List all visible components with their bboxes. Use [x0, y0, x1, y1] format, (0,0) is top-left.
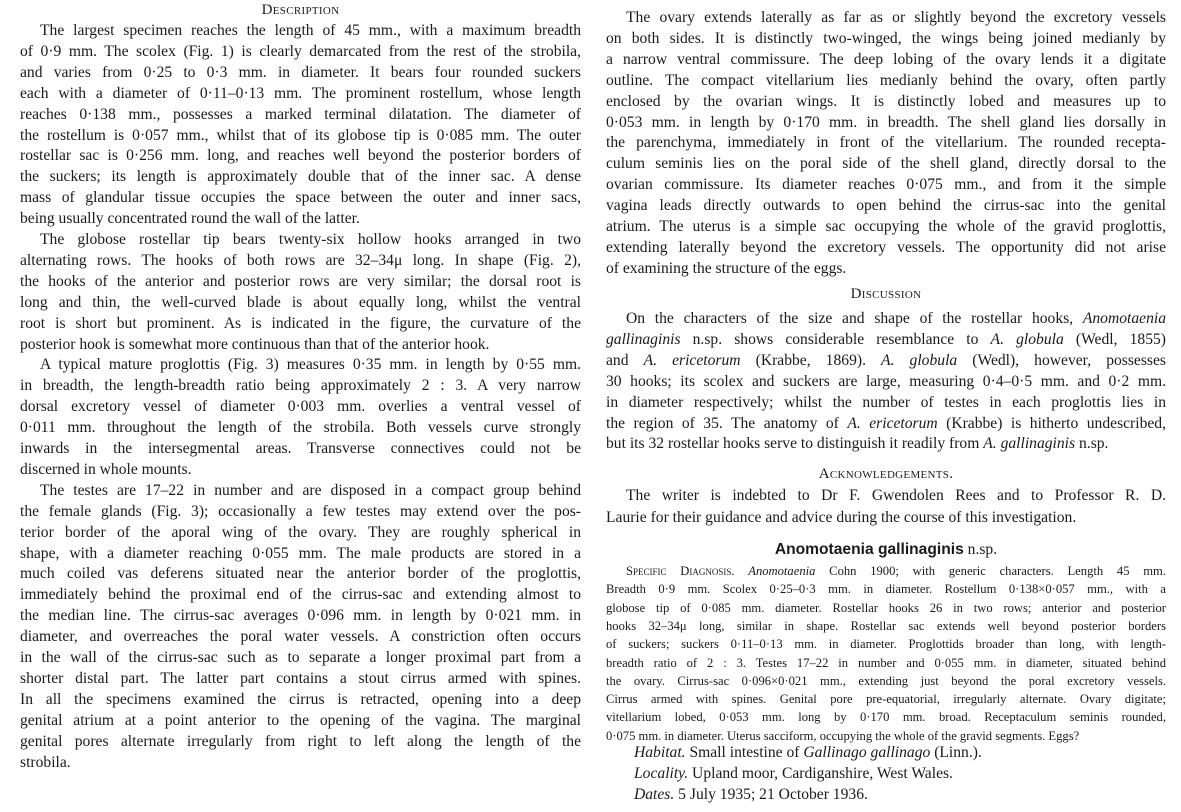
text-line — [606, 414, 1166, 434]
text-line: the median line. The cirrus-sac averages 0·096 mm. in length by 0·021 mm. in — [20, 607, 581, 625]
habitat-text: Small intestine of — [685, 744, 804, 761]
species-name-italic: A. gallinaginis — [983, 435, 1076, 453]
text-line — [606, 393, 1166, 413]
text-line — [606, 434, 1166, 454]
text-line: mass of glandular tissue occupies the space between the outer and inner sacs, — [20, 189, 581, 207]
species-name-italic: A. globula — [881, 351, 958, 369]
text-segment: and — [606, 351, 644, 369]
diagnosis-line: Cirrus armed with spines. Genital pore pre-equatorial, irregularly alternate. Ovary digitate; — [606, 692, 1166, 707]
text-line: immediately behind the proximal end of the cirrus-sac and extending almost to — [20, 586, 581, 604]
text-line: long and thin, the well-curved blade is about equally long, whilst the ventral — [20, 293, 581, 311]
text-segment: but its 32 rostellar hooks serve to distinguish it readily from — [606, 435, 984, 453]
text-line: enclosed by the ovarian wings. It is distinctly lobed and measures up to — [606, 92, 1166, 110]
locality-label: Locality. — [634, 765, 689, 782]
text-line: In all the specimens examined the cirrus is retracted, opening into a deep — [20, 690, 581, 708]
species-name-italic: gallinaginis — [606, 330, 681, 348]
text-line: The largest specimen reaches the length of 45 mm., with a maximum breadth — [40, 22, 581, 39]
text-line — [606, 351, 1166, 371]
dates-line — [634, 784, 868, 805]
text-line: the parenchyma, immediately in front of the vitellarium. The rounded recepta- — [606, 134, 1166, 152]
text-line: of examining the structure of the eggs. — [606, 259, 847, 277]
habitat-authority: (Linn.). — [930, 744, 982, 761]
text-line: ovarian commissure. Its diameter reaches 0·075 mm., and from it the simple — [606, 176, 1166, 194]
locality-line — [634, 763, 953, 784]
text-line: genital atrium at a point anterior to the opening of the vagina. The marginal — [20, 711, 581, 729]
text-line: culum seminis lies on the poral side of the shell gland, directly dorsal to the — [606, 155, 1166, 173]
diagnosis-line: 0·075 mm. in diameter. Uterus sacciform, occupying the whole of the gravid segments. Eggs? — [606, 728, 1080, 743]
text-line: shorter distal part. The latter part contains a stout cirrus armed with spines. — [20, 669, 581, 687]
text-segment: On the characters of the size and shape of the rostellar hooks, — [626, 310, 1083, 327]
dates-value: 5 July 1935; 21 October 1936. — [674, 786, 868, 803]
text-line: 0·011 mm. throughout the length of the strobila. Both vessels curve strongly — [20, 419, 581, 437]
species-title — [606, 540, 1166, 560]
text-line: root is short but prominent. As is indicated in the figure, the curvature of the — [20, 314, 581, 332]
text-line: the hooks of the anterior and posterior rows are very similar; the dorsal root is — [20, 272, 581, 290]
text-line: The testes are 17–22 in number and are disposed in a compact group behind — [40, 481, 581, 499]
text-segment: (Wedl, 1855) — [1063, 330, 1166, 348]
species-name-italic: A. ericetorum — [847, 414, 938, 432]
species-name-italic: Anomotaenia — [1082, 310, 1166, 327]
text-segment: n.sp. — [1075, 435, 1109, 453]
text-line: outline. The compact vitellarium lies medianly behind the ovary, often partly — [606, 71, 1166, 89]
text-line: terior border of the aporal wing of the ovary. They are roughly spherical in — [20, 523, 581, 541]
text-line: genital pores alternate irregularly from right to left along the length of the — [20, 732, 581, 750]
text-line: rostellar sac is 0·256 mm. long, and reaches well beyond the posterior borders of — [20, 147, 581, 165]
habitat-label: Habitat. — [634, 744, 686, 761]
species-suffix: n.sp. — [967, 541, 998, 558]
text-line: of 0·9 mm. The scolex (Fig. 1) is clearly demarcated from the rest of the strobila, — [20, 42, 581, 60]
diagnosis-line: globose tip of 0·085 mm. diameter. Rostellar hooks 26 in two rows; anterior and posterior — [606, 600, 1166, 615]
diagnosis-line: breadth ratio of 2 : 3. Testes 17–22 in number and 0·055 mm. in diameter, situated behind — [606, 655, 1166, 670]
species-name-italic: A. globula — [990, 330, 1064, 348]
dates-label: Dates. — [634, 786, 675, 803]
diagnosis-line: Breadth 0·9 mm. Scolex 0·25–0·3 mm. in diameter. Rostellum 0·138×0·057 mm., with a — [606, 582, 1166, 597]
discussion-heading: Discussion — [850, 286, 922, 302]
description-heading: Description — [261, 2, 340, 18]
text-segment: (Krabbe) is hitherto undescribed, — [937, 414, 1166, 432]
text-line: the female glands (Fig. 3); occasionally a few testes may extend over the pos- — [20, 502, 581, 520]
text-line: each with a diameter of 0·11–0·13 mm. The prominent rostellum, whose length — [20, 84, 581, 102]
text-segment: (Krabbe, 1869). — [740, 351, 882, 369]
text-line: much coiled vas deferens situated near the anterior border of the proglottis, — [20, 565, 581, 583]
text-line: dorsal excretory vessel of diameter 0·003 mm. overlies a ventral vessel of — [20, 398, 581, 416]
text-line — [606, 330, 1166, 350]
genus-name: Anomotaenia — [748, 564, 816, 578]
diagnosis-line: of suckers; suckers 0·11–0·13 mm. in diameter. Proglottids broader than long, with length- — [606, 637, 1166, 652]
text-line: in the wall of the cirrus-sac such as to separate a longer proximal part from a — [20, 649, 581, 666]
text-line: The writer is indebted to Dr F. Gwendolen Rees and to Professor R. D. — [626, 487, 1166, 504]
diagnosis-line: the ovary. Cirrus-sac 0·096×0·021 mm., extending just beyond the poral excretory vessels. — [606, 673, 1166, 688]
text-line: being usually concentrated round the wall of the latter. — [20, 210, 360, 228]
text-line: in breadth, the length-breadth ratio being approximately 2 : 3. A very narrow — [20, 377, 581, 395]
text-line: The globose rostellar tip bears twenty-six hollow hooks arranged in two — [40, 231, 581, 248]
diagnosis-label: Specific Diagnosis. — [626, 564, 749, 578]
text-line: atrium. The uterus is a simple sac occupying the whole of the gravid proglottis, — [606, 218, 1166, 235]
text-segment: in diameter respectively; whilst the number of testes in each proglottis lies in — [606, 393, 1166, 411]
habitat-host: Gallinago gallinago — [803, 744, 931, 761]
text-line: reaches 0·138 mm., possesses a marked terminal dilatation. The diameter of — [20, 105, 581, 123]
text-segment: n.sp. shows considerable resemblance to — [680, 330, 991, 348]
text-line: diameter, and overreaches the poral water vessels. A constriction often occurs — [20, 628, 581, 646]
species-name-italic: A. ericetorum — [643, 351, 741, 369]
locality-value: Upland moor, Cardiganshire, West Wales. — [688, 765, 953, 782]
text-line: a narrow ventral commissure. The deep lobing of the ovary lends it a digitate — [606, 50, 1166, 68]
text-segment: 30 hooks; its scolex and suckers are large, measuring 0·4–0·5 mm. and 0·2 mm. — [606, 372, 1166, 390]
species-name: Anomotaenia gallinaginis — [774, 541, 964, 558]
text-line: extending laterally beyond the excretory vessels. The opportunity did not arise — [606, 238, 1166, 256]
text-line: inwards in the intersegmental areas. Transverse connectives could not be — [20, 440, 581, 457]
text-line: The ovary extends laterally as far as or slightly beyond the excretory vessels — [626, 9, 1166, 26]
diagnosis-line: vitellarium lobed, 0·053 mm. long by 0·170 mm. broad. Receptaculum seminis rounded, — [606, 710, 1166, 725]
text-line: and varies from 0·25 to 0·3 mm. in diameter. It bears four rounded suckers — [20, 63, 581, 81]
text-line: shape, with a diameter reaching 0·055 mm. The male products are stored in a — [20, 544, 581, 562]
text-segment: Cohn 1900; with generic characters. Length 45 mm. — [815, 564, 1166, 578]
text-line — [606, 309, 1166, 329]
text-line: vagina leads directly outwards to open behind the cirrus-sac into the genital — [606, 197, 1166, 215]
diagnosis-line: hooks 32–34μ long, similar in shape. Rostellar sac extends well beyond posterior borders — [606, 618, 1166, 633]
text-line — [606, 372, 1166, 392]
text-line: Laurie for their guidance and advice during the course of this investigation. — [606, 509, 1077, 526]
habitat-line — [634, 742, 982, 763]
acknowledgements-heading: Acknowledgements. — [818, 466, 954, 482]
text-line: discerned in whole mounts. — [20, 460, 192, 478]
text-line: posterior hook is somewhat more continuous than that of the anterior hook. — [20, 335, 490, 353]
text-line: A typical mature proglottis (Fig. 3) measures 0·35 mm. in length by 0·55 mm. — [40, 356, 581, 374]
text-line: 0·053 mm. in length by 0·170 mm. in breadth. The shell gland lies dorsally in — [606, 113, 1166, 131]
diagnosis-line — [606, 562, 1166, 580]
text-line: the rostellum is 0·057 mm., whilst that of its globose tip is 0·085 mm. The outer — [20, 126, 581, 144]
text-line: strobila. — [20, 753, 71, 771]
text-line: the suckers; its length is approximately double that of the inner sac. A dense — [20, 168, 581, 186]
text-segment: (Wedl), however, possesses — [957, 351, 1166, 369]
text-line: alternating rows. The hooks of both rows are 32–34μ long. In shape (Fig. 2), — [20, 251, 581, 269]
text-segment: the region of 35. The anatomy of — [606, 414, 848, 432]
text-line: on both sides. It is distinctly two-winged, the wings being joined medianly by — [606, 29, 1166, 47]
